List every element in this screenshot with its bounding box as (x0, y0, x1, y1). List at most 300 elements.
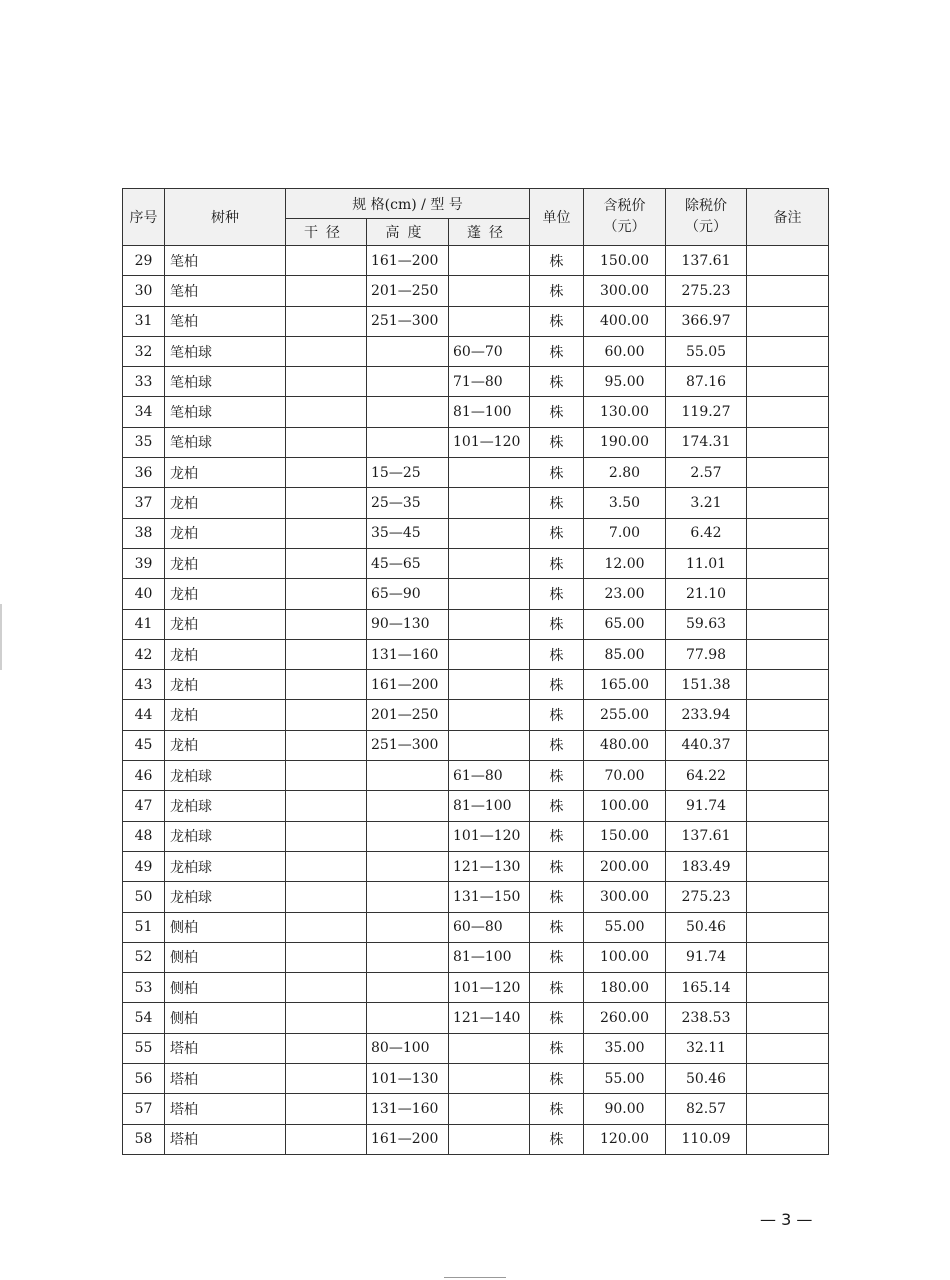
table-row (123, 548, 829, 578)
cell-species: 龙柏球 (165, 882, 286, 912)
cell-unit: 株 (530, 730, 584, 760)
cell-crown (449, 518, 530, 548)
header-price-notax (666, 189, 747, 246)
cell-species: 龙柏 (165, 548, 286, 578)
cell-crown: 81—100 (449, 791, 530, 821)
cell-price-tax: 60.00 (584, 336, 666, 366)
cell-crown (449, 639, 530, 669)
cell-species: 笔柏球 (165, 367, 286, 397)
cell-trunk (286, 488, 367, 518)
cell-price-notax: 87.16 (666, 367, 747, 397)
cell-height: 25—35 (367, 488, 449, 518)
cell-unit: 株 (530, 367, 584, 397)
table-row (123, 791, 829, 821)
cell-seq: 38 (123, 518, 165, 548)
cell-remark (747, 639, 829, 669)
bottom-rule (444, 1277, 506, 1278)
cell-species: 龙柏 (165, 518, 286, 548)
cell-price-tax: 55.00 (584, 912, 666, 942)
cell-crown (449, 670, 530, 700)
cell-crown: 121—140 (449, 1003, 530, 1033)
cell-unit: 株 (530, 700, 584, 730)
cell-height (367, 397, 449, 427)
cell-seq: 53 (123, 973, 165, 1003)
cell-seq: 33 (123, 367, 165, 397)
header-price-notax-label: 除税价 (685, 198, 727, 214)
cell-price-notax: 91.74 (666, 791, 747, 821)
table-row (123, 367, 829, 397)
cell-price-notax: 2.57 (666, 458, 747, 488)
cell-remark (747, 458, 829, 488)
cell-height: 65—90 (367, 579, 449, 609)
cell-height: 35—45 (367, 518, 449, 548)
cell-trunk (286, 1064, 367, 1094)
page-edge-mark (0, 604, 2, 670)
cell-remark (747, 670, 829, 700)
header-price-tax (584, 189, 666, 246)
cell-remark (747, 367, 829, 397)
cell-seq: 48 (123, 821, 165, 851)
table-row (123, 306, 829, 336)
cell-unit: 株 (530, 761, 584, 791)
cell-species: 侧柏 (165, 973, 286, 1003)
table-row (123, 1033, 829, 1063)
cell-species: 塔柏 (165, 1064, 286, 1094)
cell-price-tax: 23.00 (584, 579, 666, 609)
cell-unit: 株 (530, 306, 584, 336)
cell-trunk (286, 276, 367, 306)
cell-crown (449, 1094, 530, 1124)
cell-trunk (286, 791, 367, 821)
table-body (123, 246, 829, 1155)
cell-price-notax: 6.42 (666, 518, 747, 548)
cell-crown: 60—80 (449, 912, 530, 942)
cell-height: 131—160 (367, 639, 449, 669)
cell-seq: 50 (123, 882, 165, 912)
cell-seq: 56 (123, 1064, 165, 1094)
cell-price-notax: 137.61 (666, 246, 747, 276)
cell-unit: 株 (530, 1064, 584, 1094)
header-species: 树种 (165, 189, 286, 246)
cell-unit: 株 (530, 973, 584, 1003)
cell-trunk (286, 670, 367, 700)
cell-price-tax: 12.00 (584, 548, 666, 578)
cell-crown (449, 700, 530, 730)
cell-seq: 54 (123, 1003, 165, 1033)
cell-seq: 51 (123, 912, 165, 942)
table-row (123, 1003, 829, 1033)
header-spec-group: 规 格(cm) / 型 号 (286, 189, 530, 219)
cell-species: 龙柏 (165, 579, 286, 609)
cell-unit: 株 (530, 397, 584, 427)
cell-crown (449, 609, 530, 639)
cell-height (367, 882, 449, 912)
cell-seq: 57 (123, 1094, 165, 1124)
cell-price-notax: 238.53 (666, 1003, 747, 1033)
cell-species: 龙柏 (165, 670, 286, 700)
cell-remark (747, 1064, 829, 1094)
cell-price-notax: 275.23 (666, 882, 747, 912)
header-price-tax-unit: （元） (603, 219, 646, 235)
cell-species: 龙柏 (165, 609, 286, 639)
cell-trunk (286, 579, 367, 609)
cell-trunk (286, 912, 367, 942)
cell-remark (747, 488, 829, 518)
cell-crown: 101—120 (449, 973, 530, 1003)
cell-unit: 株 (530, 548, 584, 578)
cell-price-notax: 233.94 (666, 700, 747, 730)
table-row (123, 579, 829, 609)
cell-price-notax: 275.23 (666, 276, 747, 306)
cell-seq: 37 (123, 488, 165, 518)
table-row (123, 609, 829, 639)
cell-price-tax: 100.00 (584, 791, 666, 821)
cell-crown: 61—80 (449, 761, 530, 791)
cell-price-tax: 150.00 (584, 821, 666, 851)
cell-remark (747, 700, 829, 730)
cell-price-tax: 95.00 (584, 367, 666, 397)
table-row (123, 912, 829, 942)
cell-crown: 81—100 (449, 397, 530, 427)
cell-trunk (286, 306, 367, 336)
cell-height: 131—160 (367, 1094, 449, 1124)
cell-height (367, 821, 449, 851)
table-row (123, 851, 829, 881)
cell-price-notax: 77.98 (666, 639, 747, 669)
cell-height: 101—130 (367, 1064, 449, 1094)
cell-price-notax: 32.11 (666, 1033, 747, 1063)
cell-seq: 47 (123, 791, 165, 821)
cell-unit: 株 (530, 246, 584, 276)
cell-price-tax: 3.50 (584, 488, 666, 518)
cell-species: 侧柏 (165, 1003, 286, 1033)
cell-seq: 40 (123, 579, 165, 609)
cell-unit: 株 (530, 1003, 584, 1033)
cell-trunk (286, 700, 367, 730)
cell-price-tax: 2.80 (584, 458, 666, 488)
cell-crown (449, 458, 530, 488)
cell-seq: 44 (123, 700, 165, 730)
cell-price-notax: 165.14 (666, 973, 747, 1003)
header-remark: 备注 (747, 189, 829, 246)
cell-price-tax: 300.00 (584, 882, 666, 912)
cell-seq: 29 (123, 246, 165, 276)
cell-price-tax: 70.00 (584, 761, 666, 791)
cell-price-tax: 255.00 (584, 700, 666, 730)
cell-seq: 39 (123, 548, 165, 578)
table-row (123, 821, 829, 851)
table-row (123, 670, 829, 700)
cell-seq: 49 (123, 851, 165, 881)
cell-species: 塔柏 (165, 1124, 286, 1154)
cell-height: 201—250 (367, 700, 449, 730)
cell-trunk (286, 851, 367, 881)
cell-crown (449, 730, 530, 760)
cell-unit: 株 (530, 609, 584, 639)
cell-price-notax: 50.46 (666, 1064, 747, 1094)
cell-price-tax: 150.00 (584, 246, 666, 276)
cell-remark (747, 912, 829, 942)
table-row (123, 730, 829, 760)
cell-price-tax: 130.00 (584, 397, 666, 427)
cell-remark (747, 579, 829, 609)
cell-price-notax: 55.05 (666, 336, 747, 366)
cell-trunk (286, 518, 367, 548)
cell-unit: 株 (530, 942, 584, 972)
cell-trunk (286, 548, 367, 578)
cell-unit: 株 (530, 851, 584, 881)
cell-trunk (286, 730, 367, 760)
cell-unit: 株 (530, 1033, 584, 1063)
cell-height: 251—300 (367, 730, 449, 760)
cell-crown (449, 1033, 530, 1063)
cell-remark (747, 730, 829, 760)
cell-unit: 株 (530, 791, 584, 821)
cell-price-notax: 174.31 (666, 427, 747, 457)
cell-height: 161—200 (367, 670, 449, 700)
table-row (123, 1124, 829, 1154)
header-price-notax-unit: （元） (685, 219, 727, 235)
cell-price-tax: 100.00 (584, 942, 666, 972)
cell-species: 侧柏 (165, 942, 286, 972)
cell-unit: 株 (530, 518, 584, 548)
cell-height (367, 1003, 449, 1033)
cell-price-tax: 260.00 (584, 1003, 666, 1033)
cell-remark (747, 851, 829, 881)
cell-trunk (286, 1094, 367, 1124)
cell-species: 龙柏 (165, 458, 286, 488)
cell-unit: 株 (530, 1124, 584, 1154)
cell-price-tax: 7.00 (584, 518, 666, 548)
cell-trunk (286, 458, 367, 488)
cell-trunk (286, 397, 367, 427)
cell-unit: 株 (530, 579, 584, 609)
cell-trunk (286, 427, 367, 457)
header-unit: 单位 (530, 189, 584, 246)
cell-price-notax: 82.57 (666, 1094, 747, 1124)
cell-unit: 株 (530, 912, 584, 942)
table-row (123, 518, 829, 548)
cell-crown (449, 579, 530, 609)
cell-price-notax: 21.10 (666, 579, 747, 609)
cell-trunk (286, 246, 367, 276)
cell-remark (747, 1033, 829, 1063)
table-row (123, 761, 829, 791)
cell-price-tax: 90.00 (584, 1094, 666, 1124)
cell-trunk (286, 761, 367, 791)
page-number: — 3 — (760, 1210, 813, 1229)
table-row (123, 882, 829, 912)
cell-crown (449, 1064, 530, 1094)
cell-remark (747, 609, 829, 639)
header-crown: 蓬径 (449, 219, 530, 246)
cell-remark (747, 1003, 829, 1033)
cell-trunk (286, 336, 367, 366)
cell-crown: 101—120 (449, 821, 530, 851)
cell-height (367, 912, 449, 942)
cell-price-notax: 11.01 (666, 548, 747, 578)
cell-price-notax: 91.74 (666, 942, 747, 972)
cell-height (367, 973, 449, 1003)
cell-remark (747, 306, 829, 336)
cell-seq: 43 (123, 670, 165, 700)
cell-height: 251—300 (367, 306, 449, 336)
header-trunk: 干径 (286, 219, 367, 246)
cell-price-tax: 190.00 (584, 427, 666, 457)
cell-remark (747, 1124, 829, 1154)
cell-species: 龙柏球 (165, 791, 286, 821)
table-row (123, 246, 829, 276)
cell-price-notax: 137.61 (666, 821, 747, 851)
cell-price-notax: 440.37 (666, 730, 747, 760)
cell-unit: 株 (530, 488, 584, 518)
cell-unit: 株 (530, 639, 584, 669)
cell-crown (449, 276, 530, 306)
cell-trunk (286, 1124, 367, 1154)
price-table (122, 188, 829, 1155)
cell-unit: 株 (530, 821, 584, 851)
cell-remark (747, 276, 829, 306)
cell-unit: 株 (530, 670, 584, 700)
table-row (123, 488, 829, 518)
cell-trunk (286, 821, 367, 851)
cell-seq: 45 (123, 730, 165, 760)
cell-price-tax: 200.00 (584, 851, 666, 881)
cell-seq: 34 (123, 397, 165, 427)
cell-price-notax: 59.63 (666, 609, 747, 639)
cell-species: 笔柏 (165, 246, 286, 276)
cell-price-tax: 480.00 (584, 730, 666, 760)
header-price-tax-label: 含税价 (603, 198, 646, 214)
table-row (123, 276, 829, 306)
cell-crown: 60—70 (449, 336, 530, 366)
cell-price-tax: 120.00 (584, 1124, 666, 1154)
cell-price-tax: 165.00 (584, 670, 666, 700)
cell-species: 侧柏 (165, 912, 286, 942)
cell-unit: 株 (530, 458, 584, 488)
cell-seq: 42 (123, 639, 165, 669)
header-seq: 序号 (123, 189, 165, 246)
cell-trunk (286, 1003, 367, 1033)
cell-species: 龙柏 (165, 639, 286, 669)
cell-price-tax: 180.00 (584, 973, 666, 1003)
cell-species: 塔柏 (165, 1033, 286, 1063)
cell-remark (747, 791, 829, 821)
cell-seq: 58 (123, 1124, 165, 1154)
cell-seq: 46 (123, 761, 165, 791)
cell-trunk (286, 639, 367, 669)
cell-species: 笔柏球 (165, 397, 286, 427)
cell-height: 90—130 (367, 609, 449, 639)
cell-crown: 121—130 (449, 851, 530, 881)
cell-seq: 52 (123, 942, 165, 972)
cell-crown (449, 488, 530, 518)
cell-species: 塔柏 (165, 1094, 286, 1124)
cell-trunk (286, 1033, 367, 1063)
cell-price-notax: 3.21 (666, 488, 747, 518)
cell-unit: 株 (530, 882, 584, 912)
header-height: 高度 (367, 219, 449, 246)
cell-seq: 41 (123, 609, 165, 639)
cell-price-tax: 400.00 (584, 306, 666, 336)
cell-remark (747, 548, 829, 578)
cell-species: 龙柏 (165, 730, 286, 760)
cell-height (367, 942, 449, 972)
cell-species: 龙柏球 (165, 761, 286, 791)
cell-seq: 55 (123, 1033, 165, 1063)
cell-remark (747, 973, 829, 1003)
cell-remark (747, 821, 829, 851)
cell-price-tax: 85.00 (584, 639, 666, 669)
cell-crown (449, 548, 530, 578)
cell-price-tax: 300.00 (584, 276, 666, 306)
cell-height: 161—200 (367, 246, 449, 276)
cell-remark (747, 427, 829, 457)
cell-remark (747, 1094, 829, 1124)
cell-trunk (286, 882, 367, 912)
cell-price-notax: 64.22 (666, 761, 747, 791)
cell-remark (747, 942, 829, 972)
cell-price-notax: 50.46 (666, 912, 747, 942)
table-row (123, 1094, 829, 1124)
cell-species: 笔柏球 (165, 427, 286, 457)
cell-height (367, 367, 449, 397)
cell-unit: 株 (530, 276, 584, 306)
table-row (123, 427, 829, 457)
cell-height (367, 851, 449, 881)
table-row (123, 397, 829, 427)
table-row (123, 1064, 829, 1094)
cell-species: 龙柏 (165, 700, 286, 730)
cell-crown: 101—120 (449, 427, 530, 457)
table-row (123, 639, 829, 669)
cell-price-tax: 55.00 (584, 1064, 666, 1094)
table-row (123, 336, 829, 366)
cell-height: 201—250 (367, 276, 449, 306)
cell-price-tax: 35.00 (584, 1033, 666, 1063)
cell-species: 笔柏 (165, 306, 286, 336)
cell-species: 龙柏 (165, 488, 286, 518)
cell-height (367, 761, 449, 791)
cell-remark (747, 336, 829, 366)
cell-crown (449, 246, 530, 276)
cell-remark (747, 761, 829, 791)
cell-seq: 30 (123, 276, 165, 306)
cell-price-notax: 183.49 (666, 851, 747, 881)
cell-height: 80—100 (367, 1033, 449, 1063)
cell-unit: 株 (530, 1094, 584, 1124)
cell-crown: 81—100 (449, 942, 530, 972)
cell-species: 笔柏 (165, 276, 286, 306)
cell-remark (747, 397, 829, 427)
cell-price-notax: 110.09 (666, 1124, 747, 1154)
cell-crown: 71—80 (449, 367, 530, 397)
cell-trunk (286, 367, 367, 397)
cell-seq: 35 (123, 427, 165, 457)
cell-unit: 株 (530, 427, 584, 457)
cell-trunk (286, 942, 367, 972)
cell-height: 161—200 (367, 1124, 449, 1154)
cell-crown (449, 1124, 530, 1154)
cell-price-tax: 65.00 (584, 609, 666, 639)
cell-height (367, 427, 449, 457)
cell-seq: 32 (123, 336, 165, 366)
cell-unit: 株 (530, 336, 584, 366)
cell-price-notax: 366.97 (666, 306, 747, 336)
cell-height: 15—25 (367, 458, 449, 488)
table-row (123, 458, 829, 488)
cell-price-notax: 119.27 (666, 397, 747, 427)
